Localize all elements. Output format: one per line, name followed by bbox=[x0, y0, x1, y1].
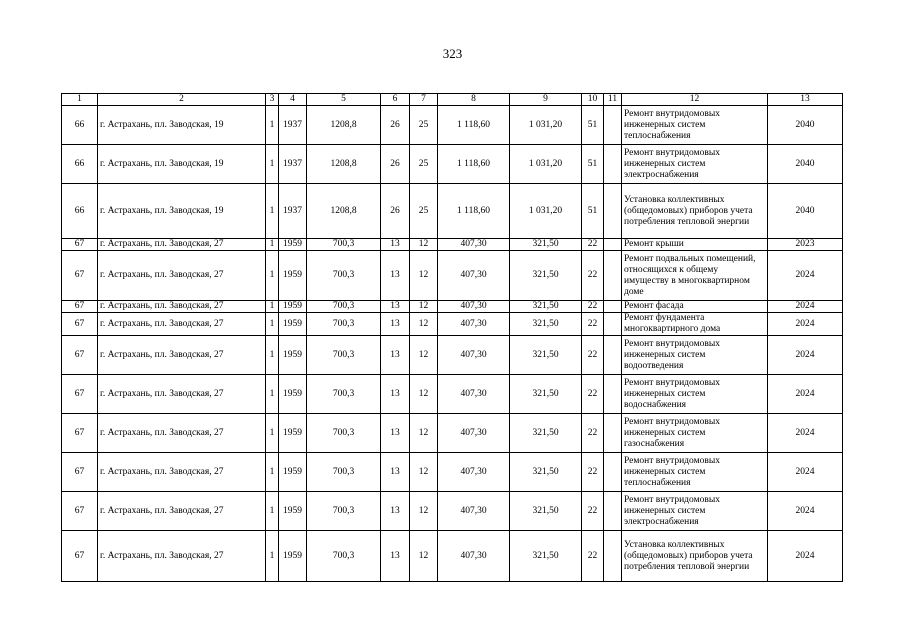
cell-c6: 13 bbox=[381, 251, 410, 301]
cell-c5: 700,3 bbox=[307, 239, 381, 251]
cell-c6: 13 bbox=[381, 301, 410, 313]
cell-c1: 66 bbox=[62, 145, 98, 184]
cell-c8: 407,30 bbox=[438, 336, 510, 375]
cell-c12: Ремонт внутридомовых инженерных систем газоснабжения bbox=[622, 414, 768, 453]
column-number-cell: 12 bbox=[622, 94, 768, 106]
column-number-cell: 8 bbox=[438, 94, 510, 106]
cell-c1: 67 bbox=[62, 375, 98, 414]
cell-c9: 321,50 bbox=[510, 313, 582, 336]
cell-c3: 1 bbox=[266, 106, 279, 145]
cell-c6: 13 bbox=[381, 239, 410, 251]
cell-c9: 321,50 bbox=[510, 414, 582, 453]
cell-c9: 1 031,20 bbox=[510, 184, 582, 239]
cell-c2: г. Астрахань, пл. Заводская, 19 bbox=[98, 184, 266, 239]
cell-c1: 67 bbox=[62, 531, 98, 582]
cell-c3: 1 bbox=[266, 453, 279, 492]
cell-c4: 1959 bbox=[279, 453, 307, 492]
cell-c13: 2023 bbox=[768, 239, 843, 251]
cell-c6: 13 bbox=[381, 414, 410, 453]
cell-c3: 1 bbox=[266, 239, 279, 251]
cell-c4: 1959 bbox=[279, 239, 307, 251]
column-number-cell: 5 bbox=[307, 94, 381, 106]
cell-c2: г. Астрахань, пл. Заводская, 27 bbox=[98, 531, 266, 582]
cell-c3: 1 bbox=[266, 492, 279, 531]
cell-c1: 67 bbox=[62, 239, 98, 251]
cell-c12: Ремонт внутридомовых инженерных систем электроснабжения bbox=[622, 145, 768, 184]
cell-c4: 1959 bbox=[279, 301, 307, 313]
cell-c2: г. Астрахань, пл. Заводская, 27 bbox=[98, 239, 266, 251]
cell-c1: 66 bbox=[62, 106, 98, 145]
cell-c3: 1 bbox=[266, 184, 279, 239]
cell-c10: 22 bbox=[582, 492, 604, 531]
table-row bbox=[62, 336, 843, 375]
cell-c4: 1959 bbox=[279, 492, 307, 531]
cell-c11 bbox=[604, 492, 622, 531]
table-row bbox=[62, 313, 843, 336]
cell-c5: 700,3 bbox=[307, 531, 381, 582]
cell-c11 bbox=[604, 336, 622, 375]
cell-c8: 407,30 bbox=[438, 531, 510, 582]
cell-c13: 2040 bbox=[768, 184, 843, 239]
cell-c6: 13 bbox=[381, 531, 410, 582]
column-number-cell: 13 bbox=[768, 94, 843, 106]
cell-c12: Ремонт фасада bbox=[622, 301, 768, 313]
cell-c11 bbox=[604, 375, 622, 414]
cell-c10: 22 bbox=[582, 239, 604, 251]
cell-c11 bbox=[604, 531, 622, 582]
cell-c10: 22 bbox=[582, 301, 604, 313]
cell-c10: 51 bbox=[582, 184, 604, 239]
table-row bbox=[62, 414, 843, 453]
cell-c1: 67 bbox=[62, 414, 98, 453]
column-number-cell: 1 bbox=[62, 94, 98, 106]
cell-c8: 407,30 bbox=[438, 251, 510, 301]
cell-c13: 2040 bbox=[768, 106, 843, 145]
cell-c4: 1937 bbox=[279, 184, 307, 239]
cell-c7: 12 bbox=[410, 492, 438, 531]
cell-c2: г. Астрахань, пл. Заводская, 27 bbox=[98, 336, 266, 375]
cell-c1: 67 bbox=[62, 336, 98, 375]
cell-c9: 321,50 bbox=[510, 375, 582, 414]
cell-c7: 12 bbox=[410, 313, 438, 336]
cell-c10: 51 bbox=[582, 106, 604, 145]
cell-c10: 22 bbox=[582, 531, 604, 582]
column-number-cell: 7 bbox=[410, 94, 438, 106]
cell-c10: 22 bbox=[582, 414, 604, 453]
cell-c4: 1937 bbox=[279, 145, 307, 184]
cell-c7: 12 bbox=[410, 301, 438, 313]
cell-c2: г. Астрахань, пл. Заводская, 27 bbox=[98, 313, 266, 336]
cell-c2: г. Астрахань, пл. Заводская, 27 bbox=[98, 453, 266, 492]
cell-c1: 67 bbox=[62, 453, 98, 492]
cell-c13: 2040 bbox=[768, 145, 843, 184]
table-row bbox=[62, 239, 843, 251]
cell-c2: г. Астрахань, пл. Заводская, 27 bbox=[98, 251, 266, 301]
column-number-cell: 6 bbox=[381, 94, 410, 106]
cell-c1: 66 bbox=[62, 184, 98, 239]
cell-c11 bbox=[604, 145, 622, 184]
cell-c2: г. Астрахань, пл. Заводская, 27 bbox=[98, 375, 266, 414]
column-number-cell: 10 bbox=[582, 94, 604, 106]
cell-c13: 2024 bbox=[768, 531, 843, 582]
cell-c5: 700,3 bbox=[307, 313, 381, 336]
cell-c12: Установка коллективных (общедомовых) приборов учета потребления тепловой энергии bbox=[622, 184, 768, 239]
cell-c5: 1208,8 bbox=[307, 106, 381, 145]
cell-c6: 13 bbox=[381, 313, 410, 336]
cell-c9: 321,50 bbox=[510, 239, 582, 251]
cell-c5: 700,3 bbox=[307, 492, 381, 531]
cell-c3: 1 bbox=[266, 336, 279, 375]
column-number-cell: 11 bbox=[604, 94, 622, 106]
cell-c9: 1 031,20 bbox=[510, 145, 582, 184]
cell-c8: 407,30 bbox=[438, 414, 510, 453]
cell-c11 bbox=[604, 301, 622, 313]
cell-c13: 2024 bbox=[768, 453, 843, 492]
cell-c2: г. Астрахань, пл. Заводская, 27 bbox=[98, 301, 266, 313]
table-row bbox=[62, 375, 843, 414]
cell-c7: 12 bbox=[410, 453, 438, 492]
cell-c11 bbox=[604, 313, 622, 336]
cell-c10: 22 bbox=[582, 453, 604, 492]
table-row bbox=[62, 145, 843, 184]
cell-c7: 12 bbox=[410, 375, 438, 414]
cell-c6: 13 bbox=[381, 336, 410, 375]
cell-c13: 2024 bbox=[768, 492, 843, 531]
cell-c13: 2024 bbox=[768, 414, 843, 453]
cell-c5: 700,3 bbox=[307, 414, 381, 453]
cell-c9: 321,50 bbox=[510, 336, 582, 375]
cell-c2: г. Астрахань, пл. Заводская, 19 bbox=[98, 106, 266, 145]
cell-c3: 1 bbox=[266, 145, 279, 184]
cell-c10: 22 bbox=[582, 375, 604, 414]
table-row bbox=[62, 453, 843, 492]
cell-c12: Ремонт внутридомовых инженерных систем теплоснабжения bbox=[622, 106, 768, 145]
cell-c9: 321,50 bbox=[510, 531, 582, 582]
cell-c1: 67 bbox=[62, 251, 98, 301]
cell-c3: 1 bbox=[266, 313, 279, 336]
cell-c12: Ремонт внутридомовых инженерных систем водоснабжения bbox=[622, 375, 768, 414]
cell-c6: 13 bbox=[381, 375, 410, 414]
column-number-cell: 9 bbox=[510, 94, 582, 106]
column-number-cell: 3 bbox=[266, 94, 279, 106]
cell-c1: 67 bbox=[62, 313, 98, 336]
cell-c13: 2024 bbox=[768, 251, 843, 301]
cell-c7: 12 bbox=[410, 414, 438, 453]
cell-c1: 67 bbox=[62, 301, 98, 313]
capital-repair-table bbox=[61, 93, 843, 582]
cell-c5: 700,3 bbox=[307, 336, 381, 375]
cell-c11 bbox=[604, 251, 622, 301]
table-row bbox=[62, 251, 843, 301]
cell-c8: 407,30 bbox=[438, 301, 510, 313]
cell-c8: 407,30 bbox=[438, 492, 510, 531]
cell-c8: 1 118,60 bbox=[438, 106, 510, 145]
cell-c11 bbox=[604, 184, 622, 239]
cell-c5: 700,3 bbox=[307, 301, 381, 313]
cell-c10: 22 bbox=[582, 251, 604, 301]
table-row bbox=[62, 106, 843, 145]
cell-c4: 1937 bbox=[279, 106, 307, 145]
cell-c13: 2024 bbox=[768, 313, 843, 336]
column-number-cell: 2 bbox=[98, 94, 266, 106]
cell-c10: 51 bbox=[582, 145, 604, 184]
column-number-cell: 4 bbox=[279, 94, 307, 106]
cell-c3: 1 bbox=[266, 375, 279, 414]
cell-c7: 25 bbox=[410, 145, 438, 184]
cell-c7: 25 bbox=[410, 184, 438, 239]
cell-c5: 1208,8 bbox=[307, 145, 381, 184]
cell-c4: 1959 bbox=[279, 414, 307, 453]
cell-c3: 1 bbox=[266, 414, 279, 453]
cell-c9: 321,50 bbox=[510, 492, 582, 531]
cell-c13: 2024 bbox=[768, 375, 843, 414]
cell-c5: 700,3 bbox=[307, 251, 381, 301]
cell-c12: Ремонт внутридомовых инженерных систем водоотведения bbox=[622, 336, 768, 375]
cell-c1: 67 bbox=[62, 492, 98, 531]
cell-c12: Ремонт внутридомовых инженерных систем электроснабжения bbox=[622, 492, 768, 531]
cell-c4: 1959 bbox=[279, 531, 307, 582]
cell-c11 bbox=[604, 106, 622, 145]
cell-c8: 407,30 bbox=[438, 239, 510, 251]
cell-c6: 13 bbox=[381, 492, 410, 531]
cell-c13: 2024 bbox=[768, 336, 843, 375]
cell-c9: 1 031,20 bbox=[510, 106, 582, 145]
cell-c12: Ремонт подвальных помещений, относящихся к общему имуществу в многоквартирном доме bbox=[622, 251, 768, 301]
cell-c9: 321,50 bbox=[510, 301, 582, 313]
cell-c6: 13 bbox=[381, 453, 410, 492]
cell-c4: 1959 bbox=[279, 313, 307, 336]
cell-c5: 700,3 bbox=[307, 453, 381, 492]
cell-c13: 2024 bbox=[768, 301, 843, 313]
cell-c7: 12 bbox=[410, 251, 438, 301]
cell-c7: 12 bbox=[410, 239, 438, 251]
cell-c10: 22 bbox=[582, 313, 604, 336]
cell-c3: 1 bbox=[266, 531, 279, 582]
cell-c8: 407,30 bbox=[438, 375, 510, 414]
cell-c8: 407,30 bbox=[438, 453, 510, 492]
cell-c7: 12 bbox=[410, 336, 438, 375]
table-row bbox=[62, 531, 843, 582]
table-row bbox=[62, 301, 843, 313]
cell-c3: 1 bbox=[266, 301, 279, 313]
cell-c4: 1959 bbox=[279, 251, 307, 301]
table-row bbox=[62, 492, 843, 531]
page-number: 323 bbox=[442, 46, 463, 61]
cell-c10: 22 bbox=[582, 336, 604, 375]
cell-c2: г. Астрахань, пл. Заводская, 19 bbox=[98, 145, 266, 184]
cell-c5: 700,3 bbox=[307, 375, 381, 414]
cell-c11 bbox=[604, 414, 622, 453]
cell-c6: 26 bbox=[381, 145, 410, 184]
cell-c7: 25 bbox=[410, 106, 438, 145]
cell-c8: 407,30 bbox=[438, 313, 510, 336]
cell-c2: г. Астрахань, пл. Заводская, 27 bbox=[98, 492, 266, 531]
cell-c4: 1959 bbox=[279, 375, 307, 414]
cell-c5: 1208,8 bbox=[307, 184, 381, 239]
cell-c12: Ремонт крыши bbox=[622, 239, 768, 251]
cell-c8: 1 118,60 bbox=[438, 145, 510, 184]
cell-c3: 1 bbox=[266, 251, 279, 301]
cell-c6: 26 bbox=[381, 106, 410, 145]
cell-c12: Установка коллективных (общедомовых) приборов учета потребления тепловой энергии bbox=[622, 531, 768, 582]
cell-c9: 321,50 bbox=[510, 453, 582, 492]
cell-c8: 1 118,60 bbox=[438, 184, 510, 239]
cell-c4: 1959 bbox=[279, 336, 307, 375]
cell-c12: Ремонт фундамента многоквартирного дома bbox=[622, 313, 768, 336]
cell-c6: 26 bbox=[381, 184, 410, 239]
cell-c11 bbox=[604, 453, 622, 492]
table-row bbox=[62, 184, 843, 239]
column-number-row bbox=[62, 94, 843, 106]
cell-c11 bbox=[604, 239, 622, 251]
cell-c7: 12 bbox=[410, 531, 438, 582]
cell-c2: г. Астрахань, пл. Заводская, 27 bbox=[98, 414, 266, 453]
cell-c9: 321,50 bbox=[510, 251, 582, 301]
cell-c12: Ремонт внутридомовых инженерных систем теплоснабжения bbox=[622, 453, 768, 492]
